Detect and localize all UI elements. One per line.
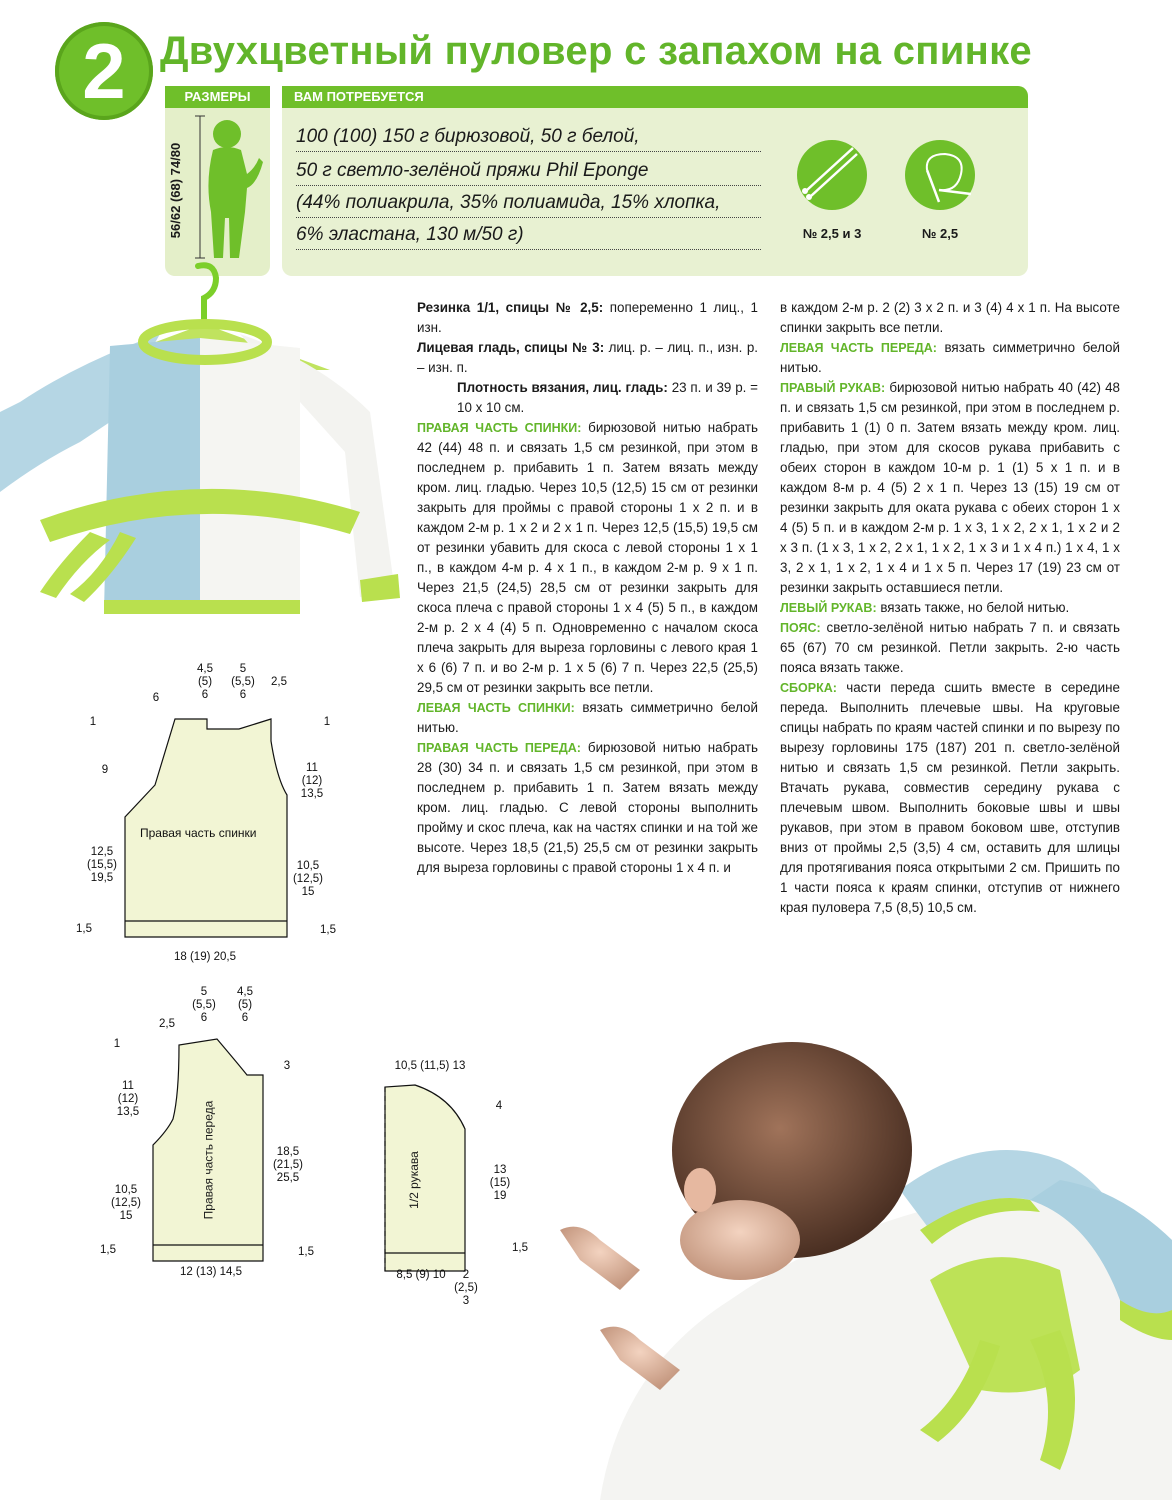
dim-label: 10,5 (12,5) 15 [110,1184,142,1222]
sizes-heading: РАЗМЕРЫ [165,86,270,108]
dim-label: 2,5 [271,676,287,688]
instruction-paragraph: ЛЕВАЯ ЧАСТЬ СПИНКИ: вязать симметрично белой нитью. [417,700,758,735]
instruction-paragraph: ЛЕВЫЙ РУКАВ: вязать также, но белой нитью. [780,600,1070,615]
materials-line: 6% эластана, 130 м/50 г) [296,220,761,250]
instruction-paragraph: в каждом 2-м р. 2 (2) 3 х 2 п. и 3 (4) 4 х 1 п. На высоте спинки закрыть все петли. [780,300,1120,335]
dim-label: 5 (5,5) 6 [192,986,216,1024]
baby-photo [560,1040,1172,1500]
dim-label: 12 (13) 14,5 [179,1266,242,1278]
needle-size-label: № 2,5 и 3 [802,226,862,241]
instruction-paragraph: Лицевая гладь, спицы № 3: лиц. р. – лиц. п., изн. р. – изн. п. [417,340,758,375]
instruction-paragraph: ПРАВЫЙ РУКАВ: бирюзовой нитью набрать 40 (42) 48 п. и связать 1,5 см резинкой, при этом в последнем р. прибавить 1 (1) 0 п. Затем вязать между кром. лиц. гладью, при этом для скосов рукава прибавить с обеих сторон в каждом 10-м р. 1 (1) 5 х 1 п. и в каждом 8-м р. 4 (5) 2 х 1 п. Через 13 (15) 19 см от резинки закрыть для оката рукава с обеих сторон 1 х 4 (5) 5 п. и в каждом 2-м р. 1 х 3, 1 х 2, 2 х 1, 1 х 2 и 2 х 3 п. (1 х 3, 1 х 2, 2 х 1, 1 х 2, 1 х 3 и 1 х 4 п.) 1 х 4, 1 х 3, 2 х 1, 1 х 2, 1 х 4 и 1 х 5 п. Через 17 (19) 23 см от резинки закрыть оставшиеся петли. [780,380,1120,595]
dim-label: 11 (12) 13,5 [116,1080,140,1118]
instruction-paragraph: Плотность вязания, лиц. гладь: 23 п. и 39 р. = 10 х 10 см. [457,380,758,415]
dim-label: 11 (12) 13,5 [300,762,324,800]
dim-label: 12,5 (15,5) 19,5 [86,846,118,884]
scheme-label: Правая часть переда [201,1100,216,1220]
dim-label: 6 [152,692,160,704]
needle-size-label: № 2,5 [921,226,959,241]
sweater-photo [0,262,400,642]
circular-needle-icon [905,140,975,210]
dim-label: 1,5 [76,923,92,935]
dim-label: 1,5 [512,1242,528,1254]
instruction-paragraph: Резинка 1/1, спицы № 2,5: попеременно 1 лиц., 1 изн. [417,300,758,335]
dim-label: 18,5 (21,5) 25,5 [272,1146,304,1184]
materials-line: 50 г светло-зелёной пряжи Phil Eponge [296,156,761,186]
instruction-paragraph: ПРАВАЯ ЧАСТЬ СПИНКИ: бирюзовой нитью набрать 42 (44) 48 п. и связать 1,5 см резинкой, при этом в последнем р. прибавить 1 п. Затем вязать между кром. лиц. гладью. Через 10,5 (12,5) 15 см от резинки закрыть для проймы с правой стороны 1 х 2 п. и в каждом 2-м р. 1 х 2 и 2 х 1 п. Через 12,5 (15,5) 19,5 см от резинки убавить для скоса с левой стороны 1 х 1 п., в каждом 4-м р. 4 х 1 п., в каждом 2-м р. 9 х 1 п. Через 21,5 (24,5) 28,5 см от резинки закрыть для скоса плеча с правой стороны 1 х 4 (5) 5 п., в каждом 2-м р. 2 х 4 (4) 5 п. Одновременно с началом скоса плеча закрыть для выреза горловины с левого края 1 х 6 (6) 7 п. и во 2-м р. 1 х 5 (6) 7 п. Через 22,5 (25,5) 29,5 см от резинки закрыть все петли. [417,420,758,695]
materials-line: (44% полиакрила, 35% полиамида, 15% хлопка, [296,188,761,218]
dim-label: 1,5 [320,924,336,936]
dim-label: 5 (5,5) 6 [231,663,255,701]
straight-needles-icon [797,140,867,210]
dim-label: 2 (2,5) 3 [454,1269,478,1307]
dim-label: 1,5 [298,1246,314,1258]
dim-label: 4,5 (5) 6 [197,663,213,701]
dim-label: 1,5 [100,1244,116,1256]
scheme-label: 1/2 рукава [407,1151,421,1209]
dim-label: 1 [89,716,97,728]
dim-label: 1 [323,716,331,728]
materials-heading: ВАМ ПОТРЕБУЕТСЯ [282,86,1028,108]
scheme-label: Правая часть спинки [140,826,257,840]
dim-label: 10,5 (12,5) 15 [292,860,324,898]
dim-label: 18 (19) 20,5 [173,951,236,963]
sizes-values: 56/62 (68) 74/80 [168,142,184,238]
dim-label: 10,5 (11,5) 13 [394,1060,466,1072]
instructions-column-1 [417,298,758,878]
dim-label: 9 [101,764,109,776]
instructions-column-2 [780,298,1120,918]
page-title: Двухцветный пуловер с запахом на спинке [160,29,1032,73]
instruction-paragraph: ПРАВАЯ ЧАСТЬ ПЕРЕДА: бирюзовой нитью набрать 28 (30) 34 п. и связать 1,5 см резинкой, при этом в последнем р. прибавить 1 п. Затем вязать между кром. лиц. гладью. С левой стороны выполнить пройму и скос плеча, как на частях спинки и на той же высоте. Через 18,5 (21,5) 25,5 см от резинки закрыть для выреза горловины с правой стороны 1 х 4 п. и [417,740,758,875]
baby-silhouette-icon [195,112,265,262]
dim-label: 3 [283,1060,291,1072]
materials-line: 100 (100) 150 г бирюзовой, 50 г белой, [296,122,761,152]
dim-label: 8,5 (9) 10 [396,1269,446,1281]
instruction-paragraph: СБОРКА: части переда сшить вместе в середине переда. Выполнить плечевые швы. На круговые спицы набрать по краям частей спинки и по вырезу по вырезу горловины 175 (187) 201 п. светло-зелёной нитью и связать 1,5 см резинкой. Петли закрыть. Втачать рукава, совместив середину рукава с плечевым швом. Выполнить боковые швы и швы рукавов, при этом в правом боковом шве, отступив вниз от проймы 2,5 (3,5) 4 см, оставить для шлицы для протягивания пояса открытыми 2 см. Пришить по 1 части пояса к краям спинки, отступив от нижнего края пуловера 7,5 (8,5) 10,5 см. [780,680,1120,915]
dim-label: 4,5 (5) 6 [237,986,253,1024]
dim-label: 2,5 [159,1018,175,1030]
dim-label: 1 [113,1038,121,1050]
dim-label: 13 (15) 19 [489,1164,511,1202]
pattern-number-badge: 2 [55,22,153,120]
instruction-paragraph: ПОЯС: светло-зелёной нитью набрать 7 п. и связать 65 (67) 70 см резинкой. Петли закрыть. 2-ю часть пояса вязать также. [780,620,1120,675]
dim-label: 4 [495,1100,503,1112]
instruction-paragraph: ЛЕВАЯ ЧАСТЬ ПЕРЕДА: вязать симметрично белой нитью. [780,340,1120,375]
